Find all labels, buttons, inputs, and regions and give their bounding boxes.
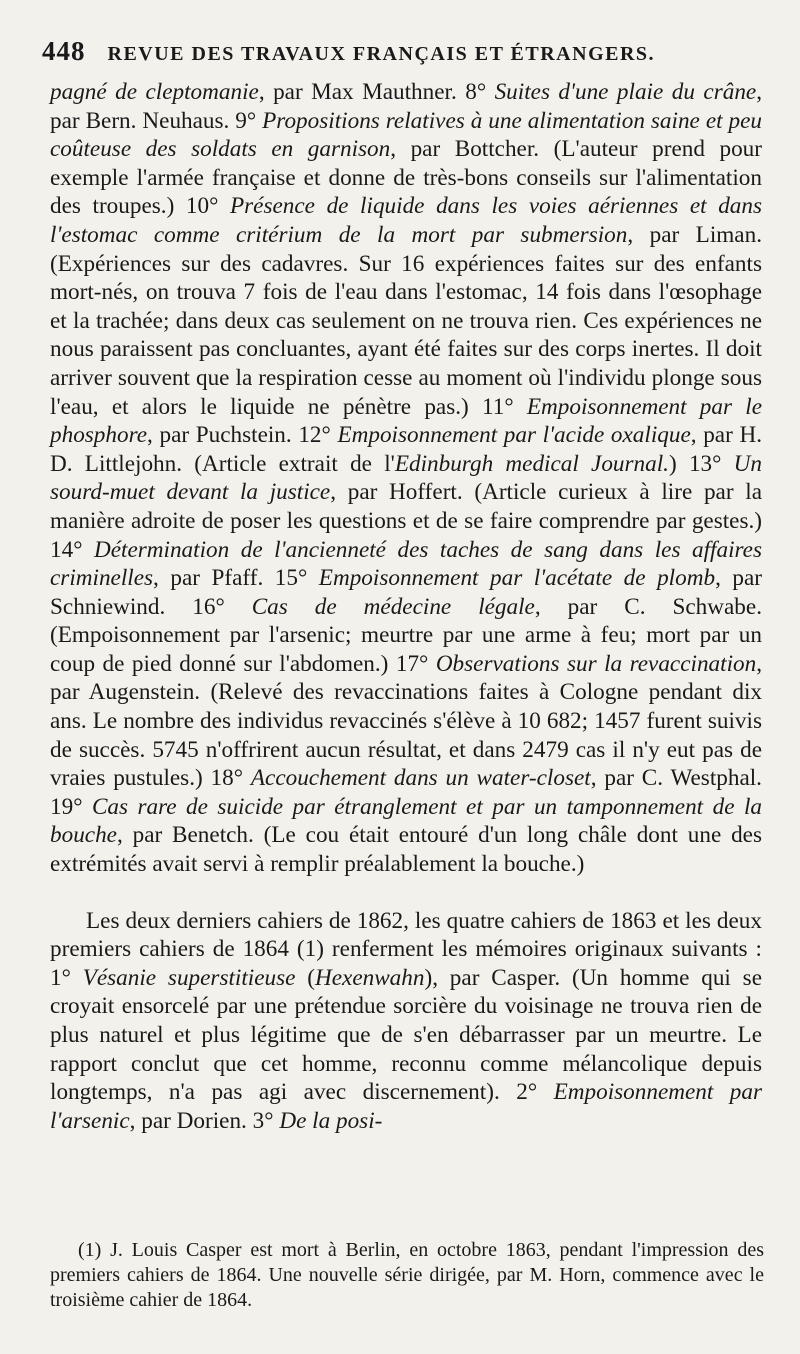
text-run: , par Bern. Neuhaus. 9° xyxy=(50,79,763,134)
text-run: ), par Casper. (Un homme qui se croyait ensorcelé par une prétendue sorcière du voisinage ne trouva rien de plus naturel et plus légitime que de s'en débarrasser par un meurtre. Le rapport conclut que cet homme, reconnu comme mélancolique depuis longtemps, n'a pas agi avec discernement). 2° xyxy=(50,964,762,1106)
page-number: 448 xyxy=(42,36,86,66)
work-title: Empoisonnement par le phosphore xyxy=(50,393,762,449)
text-run: , par Pfaff. 15° xyxy=(153,565,319,592)
running-head xyxy=(42,36,760,72)
work-title: Cas rare de suicide par étranglement et par un tamponnement de la bouche xyxy=(50,793,762,849)
text-run: , par Puchstein. 12° xyxy=(147,422,338,449)
running-title: REVUE DES TRAVAUX FRANÇAIS ET ÉTRANGERS. xyxy=(107,43,656,65)
work-title: Accouchement dans un water-closet xyxy=(250,765,591,792)
text-run: , par Augenstein. (Relevé des revaccinations faites à Cologne pendant dix ans. Le nombre des individus revaccinés s'élève à 10 682; 1457 furent suivis de succès. 5745 n'offrirent aucun résultat, et dans 2479 cas il n'y eut pas de vraies pustules.) 18° xyxy=(50,650,762,792)
work-title: Détermination de l'ancienneté des taches de sang dans les affaires criminelles xyxy=(50,536,762,592)
work-title: Vésanie superstitieuse xyxy=(82,964,296,991)
work-title: Empoisonnement par l'acétate de plomb xyxy=(318,565,716,592)
text-run: , par Max Mauthner. 8° xyxy=(258,79,495,105)
work-title: Suites d'une plaie du crâne xyxy=(494,79,757,105)
text-run: , par Bottcher. (L'auteur prend pour exemple l'armée française et donne de très-bons conseils sur l'alimentation des troupes.) 10° xyxy=(50,136,763,220)
work-title: pagné de cleptomanie xyxy=(50,79,259,105)
text-run: ) 13° xyxy=(668,450,734,477)
work-title: Un sourd-muet devant la justice xyxy=(50,450,762,506)
text-run: , par Schniewind. 16° xyxy=(50,565,763,620)
text-run: , par H. D. Littlejohn. (Article extrait de l' xyxy=(50,422,762,477)
work-title: Empoisonnement par l'acide oxalique xyxy=(337,422,691,449)
paragraph-1 xyxy=(50,78,762,879)
text-run: , par Hoffert. (Article curieux à lire par la manière adroite de poser les questions et de se faire comprendre par gestes.) 14° xyxy=(50,479,762,563)
journal-title: Edinburgh medical Journal. xyxy=(394,450,669,477)
text-run: Les deux derniers cahiers de 1862, les quatre cahiers de 1863 et les deux premiers cahiers de 1864 (1) renferment les mémoires originaux suivants : 1° xyxy=(50,907,762,991)
work-title: De la posi- xyxy=(279,1107,383,1134)
work-title: Présence de liquide dans les voies aériennes et dans l'estomac comme critérium de la mort par submersion xyxy=(50,193,762,248)
work-title: Hexenwahn xyxy=(315,964,425,991)
work-title: Observations sur la revaccination xyxy=(435,650,757,677)
text-run: , par C. Westphal. 19° xyxy=(50,765,762,820)
text-run: , par Liman. (Expériences sur des cadavres. Sur 16 expériences faites sur des enfants mort-nés, on trouva 7 fois de l'eau dans l'estomac, 14 fois dans l'œsophage et la trachée; dans deux cas seulement on ne trouva rien. Ces expériences ne nous paraissent pas concluantes, ayant été faites sur des corps inertes. Il doit arriver souvent que la respiration cesse au moment où l'individu plonge sous l'eau, et alors le liquide ne pénètre pas.) 11° xyxy=(50,221,762,420)
body-text xyxy=(50,78,762,1135)
footnote: (1) J. Louis Casper est mort à Berlin, en octobre 1863, pendant l'impression des premiers cahiers de 1864. Une nouvelle série dirigée, par M. Horn, commence avec le troisième cahier de 1864. xyxy=(50,1239,764,1311)
work-title: Empoisonnement par l'arsenic xyxy=(50,1079,762,1134)
work-title: Cas de médecine légale xyxy=(251,593,535,620)
text-run: ( xyxy=(295,964,315,991)
text-run: , par Benetch. (Le cou était entouré d'un long châle dont une des extrémités avait servi à remplir préalablement la bouche.) xyxy=(50,822,762,878)
text-run: , par Dorien. 3° xyxy=(129,1107,280,1134)
text-run: , par C. Schwabe. (Empoisonnement par l'arsenic; meurtre par une arme à feu; mort par un coup de pied donné sur l'abdomen.) 17° xyxy=(50,593,762,677)
paragraph-2 xyxy=(50,907,762,1136)
work-title: Propositions relatives à une alimentation saine et peu coûteuse des soldats en garnison xyxy=(50,107,762,163)
